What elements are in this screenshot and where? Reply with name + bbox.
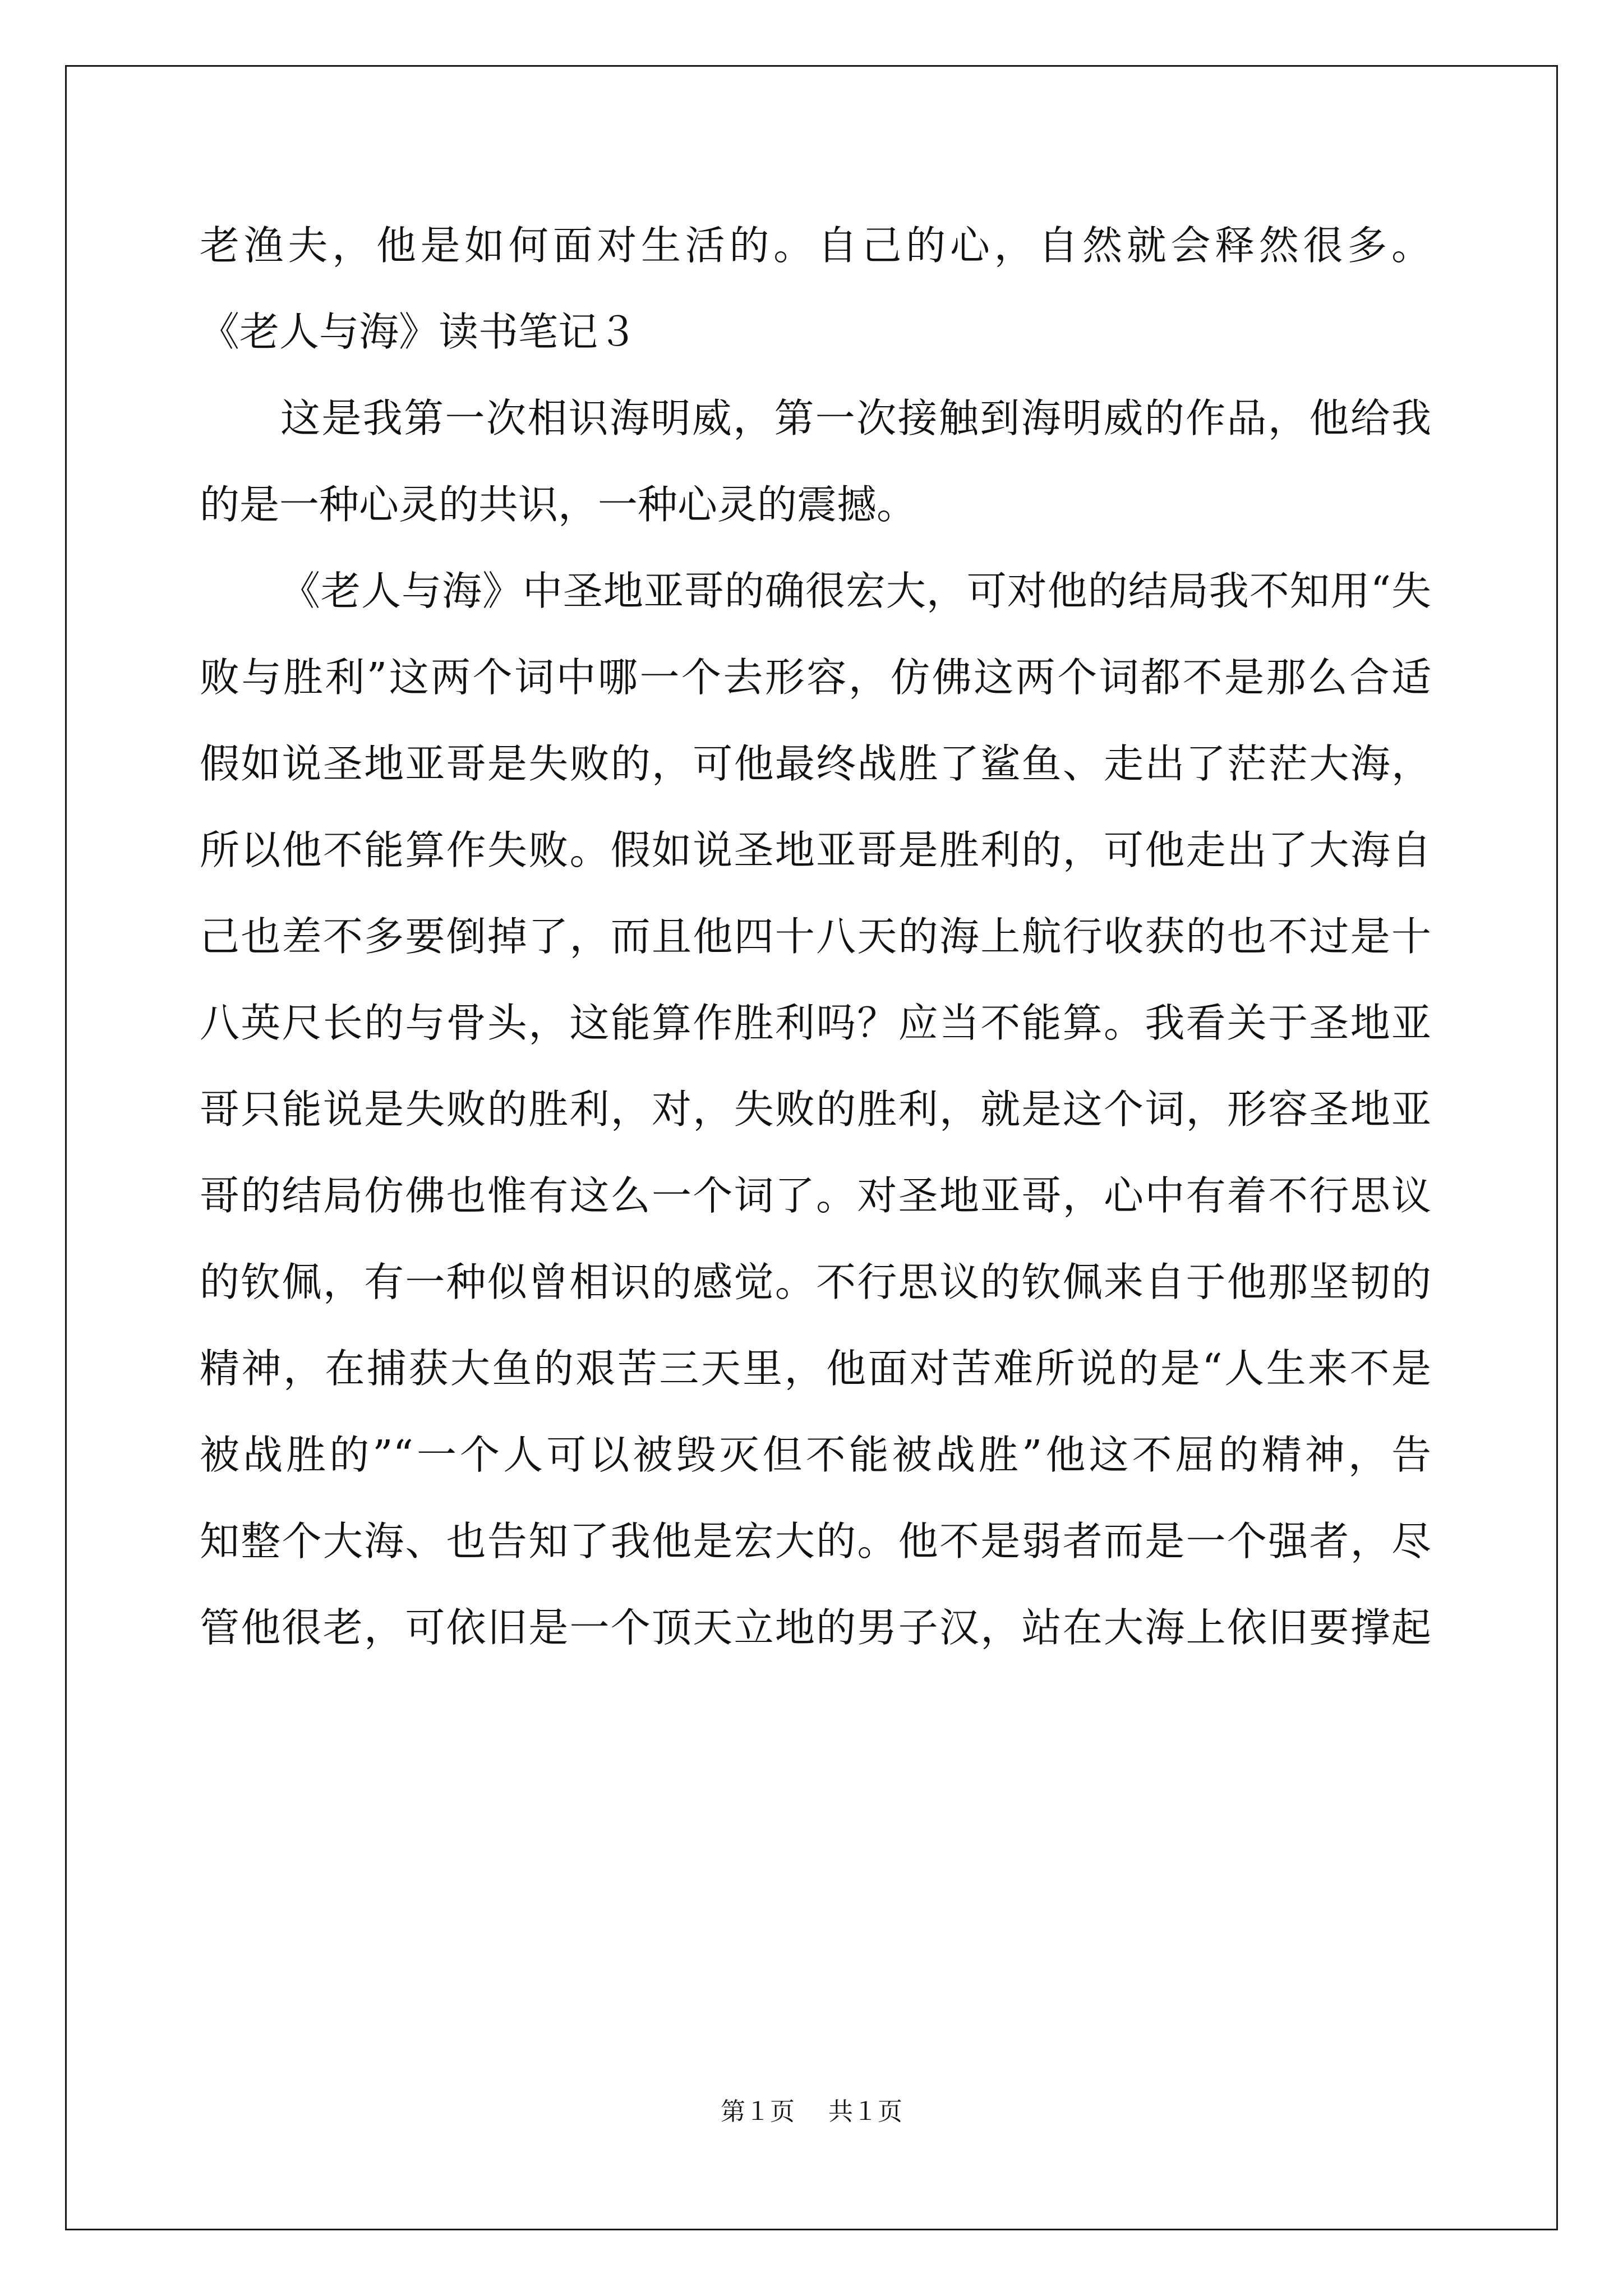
body-line: 己也差不多要倒掉了，而且他四十八天的海上航行收获的也不过是十 — [200, 913, 1431, 960]
page-number: 第１页 — [721, 2097, 795, 2126]
section-heading: 《老人与海》读书笔记３ — [200, 309, 638, 355]
body-line: 假如说圣地亚哥是失败的，可他最终战胜了鲨鱼、走出了茫茫大海， — [200, 740, 1431, 787]
body-line: 老渔夫，他是如何面对生活的。自己的心，自然就会释然很多。 — [200, 222, 1431, 269]
body-line: 管他很老，可依旧是一个顶天立地的男子汉，站在大海上依旧要撑起 — [200, 1604, 1431, 1651]
body-line: 八英尺长的与骨头，这能算作胜利吗？应当不能算。我看关于圣地亚 — [200, 1000, 1431, 1046]
body-line: 被战胜的”“一个人可以被毁灭但不能被战胜”他这不屈的精神，告 — [200, 1432, 1431, 1478]
body-line: 这是我第一次相识海明威，第一次接触到海明威的作品，他给我 — [280, 395, 1431, 441]
body-line: 哥的结局仿佛也惟有这么一个词了。对圣地亚哥，心中有着不行思议 — [200, 1172, 1431, 1219]
body-line: 《老人与海》中圣地亚哥的确很宏大，可对他的结局我不知用“失 — [280, 568, 1431, 614]
body-line: 的钦佩，有一种似曾相识的感觉。不行思议的钦佩来自于他那坚韧的 — [200, 1259, 1431, 1305]
body-line: 精神，在捕获大鱼的艰苦三天里，他面对苦难所说的是“人生来不是 — [200, 1345, 1431, 1392]
body-line: 的是一种心灵的共识，一种心灵的震撼。 — [200, 481, 917, 528]
body-line: 知整个大海、也告知了我他是宏大的。他不是弱者而是一个强者，尽 — [200, 1518, 1431, 1565]
page-footer — [0, 2095, 1623, 2129]
body-line: 哥只能说是失败的胜利，对，失败的胜利，就是这个词，形容圣地亚 — [200, 1086, 1431, 1133]
body-line: 败与胜利”这两个词中哪一个去形容，仿佛这两个词都不是那么合适 — [200, 654, 1431, 701]
body-line: 所以他不能算作失败。假如说圣地亚哥是胜利的，可他走出了大海自 — [200, 827, 1431, 873]
page-total: 共１页 — [828, 2097, 902, 2126]
